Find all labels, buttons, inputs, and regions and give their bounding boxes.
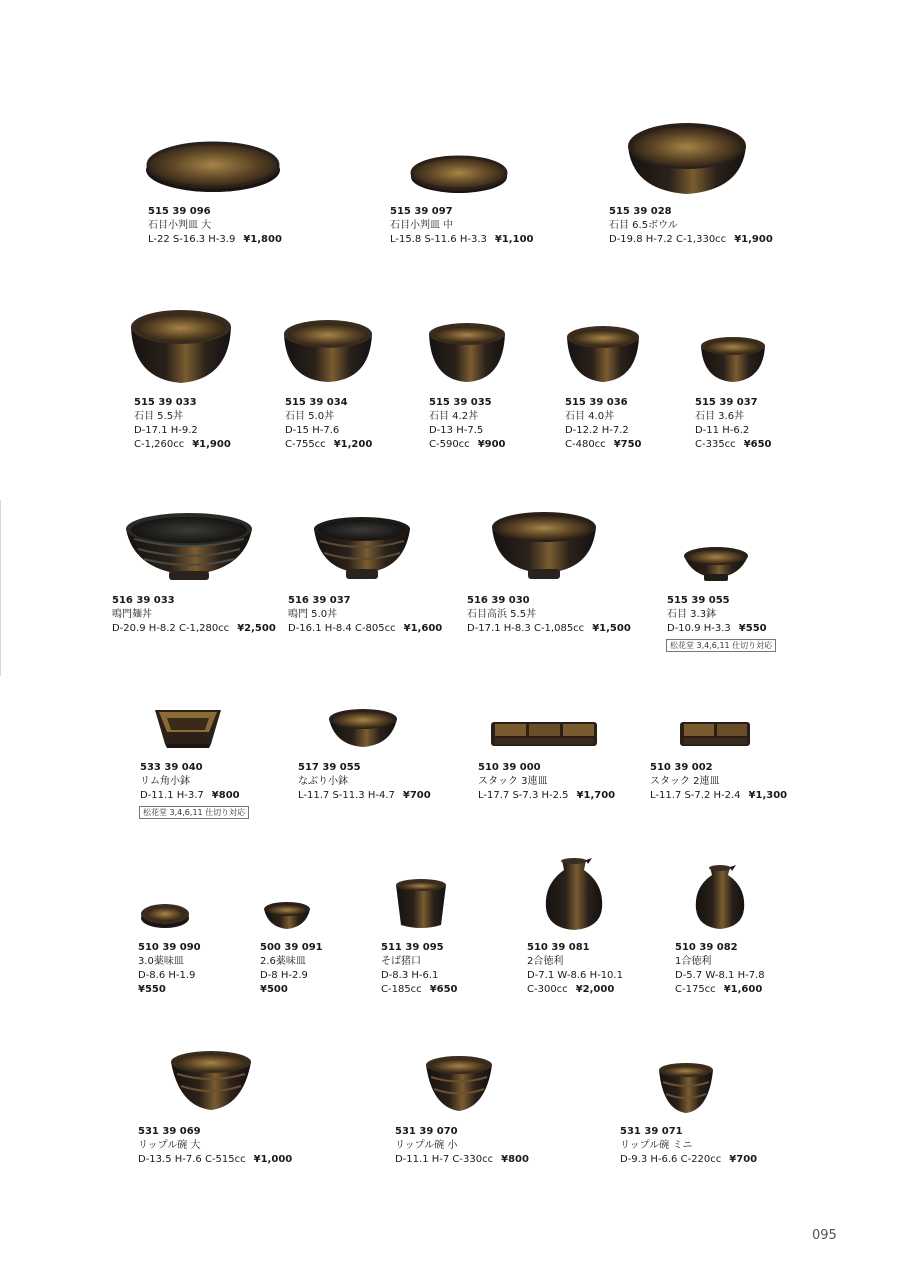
product-price: ¥1,700	[576, 790, 616, 801]
product-code: 515 39 055	[667, 595, 730, 606]
deep-bowl-icon	[699, 334, 767, 384]
product-price: ¥1,600	[403, 623, 443, 634]
product-code: 510 39 082	[675, 942, 738, 953]
product-capacity: C-1,260cc	[134, 439, 185, 450]
product-code: 510 39 090	[138, 942, 201, 953]
sake-bottle-icon	[542, 856, 606, 932]
product-name: 1合徳利	[675, 956, 712, 967]
product-name: リム角小鉢	[140, 776, 190, 787]
product-name: 鳴門麺丼	[112, 609, 152, 620]
product-spec: L-11.7 S-7.2 H-2.4	[650, 790, 741, 801]
product-price: ¥1,000	[253, 1154, 293, 1165]
product-code: 515 39 097	[390, 206, 453, 217]
product-spec: D-5.7 W-8.1 H-7.8	[675, 970, 765, 981]
product-spec: D-11.1 H-7 C-330cc	[395, 1154, 494, 1165]
product-name: そば猪口	[381, 956, 421, 967]
oval-plate-icon	[144, 138, 282, 194]
product-spec: D-15 H-7.6	[285, 425, 340, 436]
product-spec: D-8.6 H-1.9	[138, 970, 196, 981]
deep-bowl-icon	[490, 507, 598, 583]
product-name: なぶり小鉢	[298, 776, 348, 787]
product-caption	[260, 941, 323, 997]
ripple-bowl-icon	[169, 1048, 253, 1114]
product-spec: D-17.1 H-9.2	[134, 425, 198, 436]
bowl-icon	[626, 120, 748, 196]
product-spec: D-12.2 H-7.2	[565, 425, 629, 436]
product-spec: D-20.9 H-8.2 C-1,280cc	[112, 623, 230, 634]
product-spec: D-10.9 H-3.3	[667, 623, 731, 634]
product-code: 510 39 000	[478, 762, 541, 773]
product-code: 531 39 070	[395, 1126, 458, 1137]
product-capacity: C-175cc	[675, 984, 716, 995]
product-caption	[527, 941, 623, 997]
product-name: 石目 6.5ボウル	[609, 220, 678, 231]
product-spec: L-22 S-16.3 H-3.9	[148, 234, 236, 245]
product-price: ¥750	[613, 439, 642, 450]
product-caption	[138, 941, 201, 997]
sake-bottle-icon	[692, 863, 748, 931]
product-price: ¥1,600	[723, 984, 763, 995]
product-caption	[609, 205, 773, 247]
page-edge-rule	[0, 500, 1, 676]
product-code: 533 39 040	[140, 762, 203, 773]
product-name: リップル碗 ミニ	[620, 1140, 693, 1151]
product-capacity: C-300cc	[527, 984, 568, 995]
product-price: ¥800	[501, 1154, 529, 1165]
product-spec: D-19.8 H-7.2 C-1,330cc	[609, 234, 727, 245]
product-spec: L-11.7 S-11.3 H-4.7	[298, 790, 395, 801]
product-capacity: C-480cc	[565, 439, 606, 450]
product-name: スタック 2連皿	[650, 776, 720, 787]
noodle-bowl-icon	[312, 513, 412, 583]
product-price: ¥550	[738, 623, 767, 634]
page-number: 095	[812, 1228, 837, 1243]
product-price: ¥2,500	[237, 623, 276, 634]
product-caption	[478, 761, 615, 803]
ripple-bowl-icon	[424, 1053, 494, 1115]
product-capacity: C-185cc	[381, 984, 422, 995]
product-spec: D-16.1 H-8.4 C-805cc	[288, 623, 396, 634]
product-price: ¥2,000	[575, 984, 615, 995]
product-caption	[675, 941, 765, 997]
product-capacity: C-590cc	[429, 439, 470, 450]
product-price: ¥1,500	[592, 623, 631, 634]
square-dish-icon	[153, 706, 223, 750]
condiment-dish-icon	[139, 900, 191, 930]
product-code: 516 39 033	[112, 595, 175, 606]
product-price: ¥650	[743, 439, 772, 450]
product-name: 石目 4.0丼	[565, 411, 615, 422]
product-price: ¥1,300	[748, 790, 788, 801]
product-code: 510 39 081	[527, 942, 590, 953]
product-code: 515 39 034	[285, 397, 348, 408]
product-code: 515 39 033	[134, 397, 197, 408]
product-caption	[134, 396, 231, 452]
product-caption	[429, 396, 506, 452]
product-price: ¥800	[211, 790, 240, 801]
product-code: 515 39 096	[148, 206, 211, 217]
product-caption	[667, 594, 767, 636]
small-dish-icon	[682, 544, 750, 584]
product-price: ¥1,100	[494, 234, 534, 245]
oval-plate-icon	[409, 153, 509, 195]
product-spec: D-8 H-2.9	[260, 970, 308, 981]
product-name: 3.0薬味皿	[138, 956, 184, 967]
product-caption	[298, 761, 431, 803]
product-spec: L-17.7 S-7.3 H-2.5	[478, 790, 569, 801]
product-caption	[390, 205, 533, 247]
product-code: 500 39 091	[260, 942, 323, 953]
product-caption	[695, 396, 772, 452]
product-spec: D-9.3 H-6.6 C-220cc	[620, 1154, 722, 1165]
product-caption	[288, 594, 442, 636]
product-code: 531 39 071	[620, 1126, 683, 1137]
product-price: ¥700	[402, 790, 431, 801]
compatibility-note: 松花堂 3,4,6,11 仕切り対応	[139, 806, 249, 819]
product-spec: D-8.3 H-6.1	[381, 970, 439, 981]
product-caption	[138, 1125, 292, 1167]
product-spec: D-11.1 H-3.7	[140, 790, 204, 801]
product-code: 515 39 037	[695, 397, 758, 408]
product-name: 石目高浜 5.5丼	[467, 609, 537, 620]
product-caption	[285, 396, 372, 452]
triple-tray-icon	[490, 718, 598, 750]
product-caption	[565, 396, 642, 452]
product-code: 531 39 069	[138, 1126, 201, 1137]
product-caption	[395, 1125, 529, 1167]
ripple-bowl-icon	[657, 1060, 715, 1116]
product-name: 2.6薬味皿	[260, 956, 306, 967]
product-caption	[381, 941, 458, 997]
product-code: 510 39 002	[650, 762, 713, 773]
double-tray-icon	[679, 718, 751, 750]
product-caption	[467, 594, 631, 636]
product-caption	[620, 1125, 757, 1167]
product-code: 516 39 030	[467, 595, 530, 606]
product-code: 517 39 055	[298, 762, 361, 773]
product-code: 515 39 028	[609, 206, 672, 217]
product-name: 2合徳利	[527, 956, 564, 967]
product-caption	[650, 761, 787, 803]
product-spec: D-17.1 H-8.3 C-1,085cc	[467, 623, 585, 634]
product-caption	[148, 205, 282, 247]
deep-bowl-icon	[427, 320, 507, 384]
cup-icon	[393, 877, 449, 931]
product-price: ¥1,900	[734, 234, 773, 245]
product-name: 石目 5.0丼	[285, 411, 335, 422]
product-price: ¥1,200	[333, 439, 373, 450]
product-name: リップル碗 大	[138, 1140, 201, 1151]
product-spec: L-15.8 S-11.6 H-3.3	[390, 234, 487, 245]
noodle-bowl-icon	[124, 509, 254, 583]
product-price: ¥700	[729, 1154, 758, 1165]
product-capacity: C-755cc	[285, 439, 326, 450]
product-name: 石目小判皿 大	[148, 220, 212, 231]
product-code: 515 39 035	[429, 397, 492, 408]
product-spec: D-11 H-6.2	[695, 425, 750, 436]
condiment-dish-icon	[262, 899, 312, 931]
product-spec: D-7.1 W-8.6 H-10.1	[527, 970, 623, 981]
product-name: 石目 4.2丼	[429, 411, 479, 422]
deep-bowl-icon	[282, 316, 374, 384]
product-name: 石目 3.3鉢	[667, 609, 717, 620]
product-spec: D-13.5 H-7.6 C-515cc	[138, 1154, 246, 1165]
product-price: ¥1,900	[192, 439, 231, 450]
small-dish-icon	[327, 707, 399, 751]
compatibility-note: 松花堂 3,4,6,11 仕切り対応	[666, 639, 776, 652]
product-name: スタック 3連皿	[478, 776, 548, 787]
product-price: ¥500	[260, 984, 288, 995]
product-name: リップル碗 小	[395, 1140, 458, 1151]
product-price: ¥900	[477, 439, 506, 450]
product-caption	[140, 761, 240, 803]
product-caption	[112, 594, 276, 636]
product-name: 石目小判皿 中	[390, 220, 454, 231]
product-code: 515 39 036	[565, 397, 628, 408]
product-price: ¥550	[138, 984, 166, 995]
deep-bowl-icon	[129, 305, 233, 385]
product-code: 511 39 095	[381, 942, 444, 953]
product-price: ¥650	[429, 984, 458, 995]
product-price: ¥1,800	[243, 234, 282, 245]
deep-bowl-icon	[565, 323, 641, 384]
product-name: 鳴門 5.0丼	[288, 609, 338, 620]
product-capacity: C-335cc	[695, 439, 736, 450]
product-name: 石目 5.5丼	[134, 411, 184, 422]
product-name: 石目 3.6丼	[695, 411, 745, 422]
product-spec: D-13 H-7.5	[429, 425, 484, 436]
product-code: 516 39 037	[288, 595, 351, 606]
